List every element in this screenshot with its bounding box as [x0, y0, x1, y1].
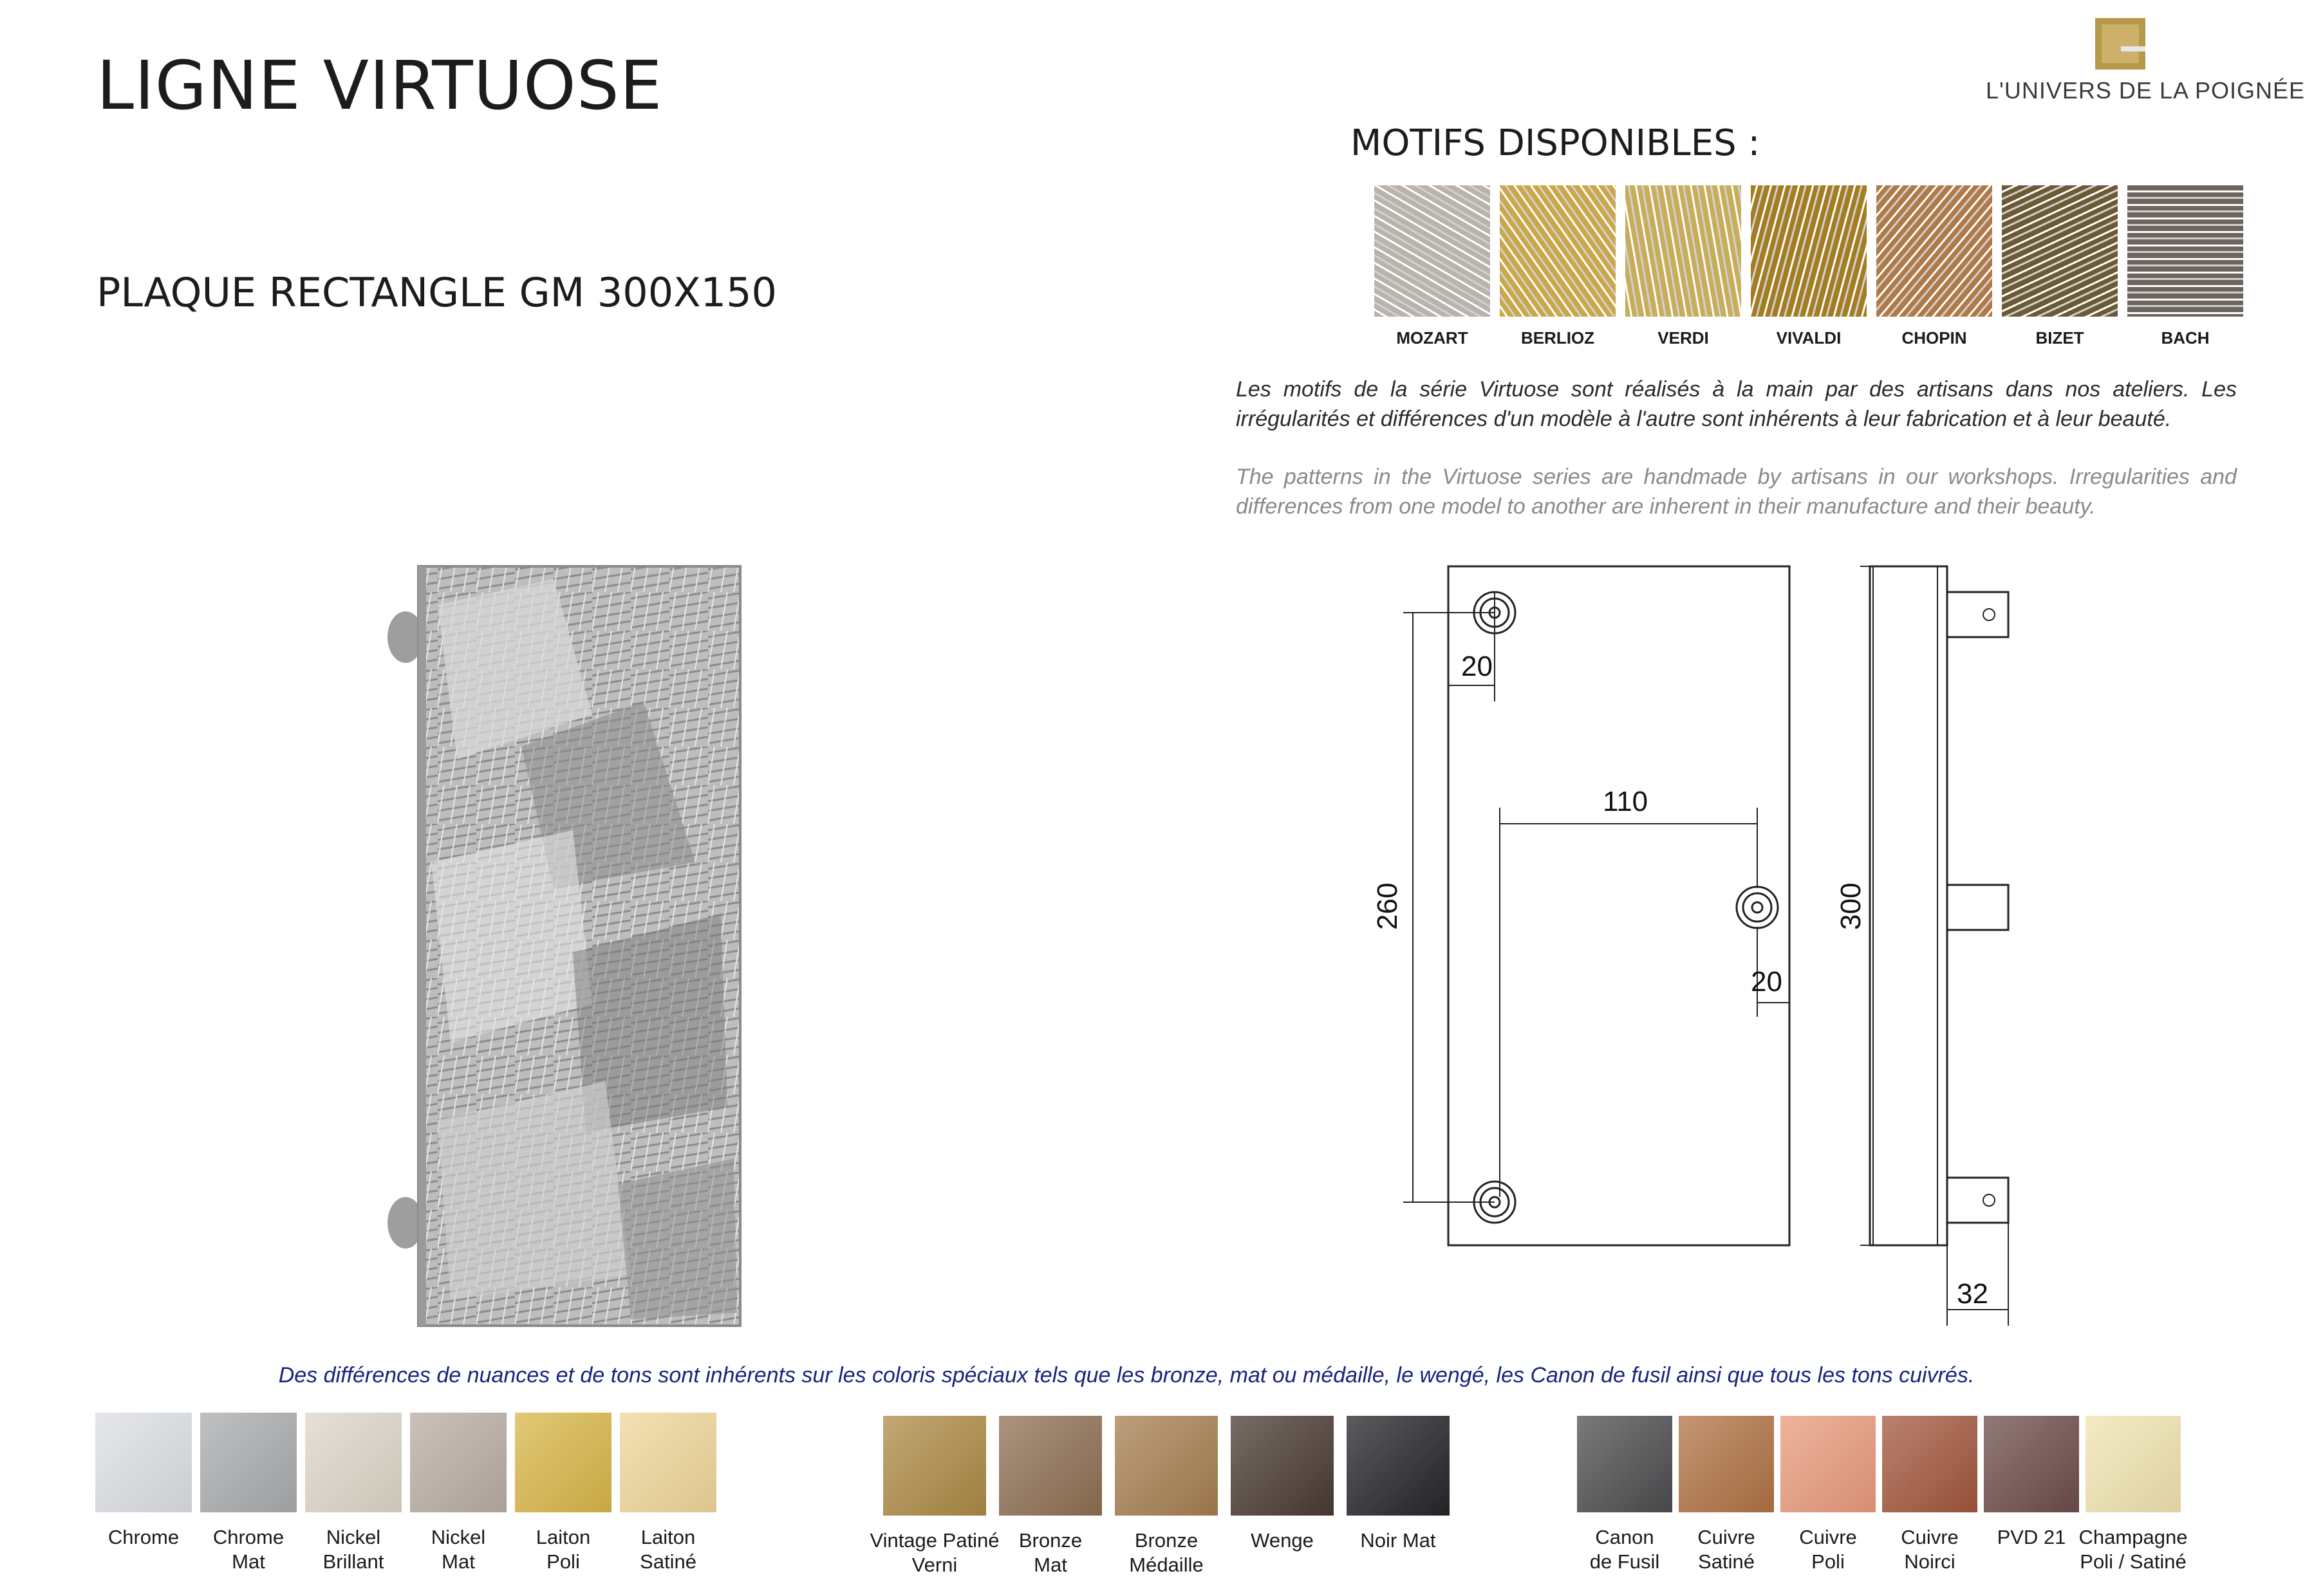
finish-swatch-vintage-patin-verni [883, 1416, 986, 1516]
motif-label-vivaldi: VIVALDI [1776, 328, 1842, 348]
finish-swatch-nickel-mat [410, 1413, 507, 1512]
finish-swatch-laiton-satin- [620, 1413, 716, 1512]
finish-label-line1: Noir Mat [1360, 1529, 1436, 1552]
finish-swatch-cuivre-poli [1780, 1416, 1876, 1512]
motif-label-verdi: VERDI [1657, 328, 1709, 348]
product-subtitle: PLAQUE RECTANGLE GM 300X150 [97, 269, 777, 316]
finish-label-line1: Bronze [1018, 1529, 1083, 1552]
product-photo [360, 553, 760, 1339]
finish-label-line2: Satiné [1698, 1550, 1755, 1573]
motif-swatch-vivaldi [1751, 185, 1867, 317]
finish-swatch-chrome-mat [200, 1413, 297, 1512]
description-fr: Les motifs de la série Virtuose sont réalisés à la main par des artisans dans nos ateliers. Les irrégularités et différences d'un modèle à l'autre sont inhérents à leur fabrication et à leur beauté. [1236, 377, 2237, 431]
motif-swatch-berlioz [1500, 185, 1616, 317]
finish-swatch-bronze-mat [999, 1416, 1102, 1516]
finish-label-line2: de Fusil [1589, 1550, 1660, 1573]
finish-label-line2: Mat [442, 1550, 475, 1573]
finish-label-line1: Nickel [431, 1526, 486, 1548]
finish-label-line1: Cuivre [1799, 1526, 1857, 1548]
finish-label-line1: Chrome [107, 1526, 180, 1548]
finish-label-line2: Mat [1034, 1554, 1067, 1576]
dim-32: 32 [1957, 1278, 1988, 1310]
finish-label-line1: Cuivre [1901, 1526, 1959, 1548]
finish-swatch-canon-de-fusil [1577, 1416, 1672, 1512]
dim-20-right: 20 [1751, 966, 1782, 998]
finish-swatch-cuivre-satin- [1679, 1416, 1774, 1512]
finish-label-line1: PVD 21 [1997, 1526, 2066, 1548]
finish-swatch-laiton-poli [515, 1413, 611, 1512]
finish-label-line1: Bronze [1134, 1529, 1199, 1552]
finish-label-line1: Cuivre [1697, 1526, 1755, 1548]
finish-label-line2: Médaille [1129, 1554, 1204, 1576]
motif-swatch-mozart [1374, 185, 1490, 317]
motif-label-bizet: BIZET [2035, 328, 2084, 348]
finish-swatch-bronze-m-daille [1115, 1416, 1218, 1516]
finish-label-laiton-satin- [601, 1525, 736, 1574]
motif-label-chopin: CHOPIN [1901, 328, 1967, 348]
color-variation-note: Des différences de nuances et de tons sont inhérents sur les coloris spéciaux tels que les bronze, mat ou médaille, le wengé, les Canon de fusil ainsi que tous les tons cuivrés. [278, 1363, 1975, 1387]
dim-20-top: 20 [1461, 651, 1493, 682]
finish-label-line2: Satiné [640, 1550, 696, 1573]
finish-label-line1: Chrome [212, 1526, 285, 1548]
motif-label-berlioz: BERLIOZ [1520, 328, 1595, 348]
finish-label-line1: Vintage Patiné [870, 1529, 1000, 1552]
page-title: LIGNE VIRTUOSE [97, 46, 663, 125]
description-en: The patterns in the Virtuose series are handmade by artisans in our workshops. Irregularities and differences from one model to another are inherent in their manufacture and their beauty. [1236, 465, 2237, 519]
finish-label-line1: Wenge [1251, 1529, 1314, 1552]
motif-swatch-bizet [2002, 185, 2118, 317]
motif-label-bach: BACH [2161, 328, 2210, 348]
logo-mark-icon [2095, 17, 2147, 72]
finish-label-line1: Canon [1595, 1526, 1654, 1548]
finish-label-line1: Nickel [326, 1526, 381, 1548]
technical-drawing [1345, 553, 2053, 1339]
finish-swatch-champagne-poli-satin- [2086, 1416, 2181, 1512]
finish-swatch-pvd-21 [1984, 1416, 2079, 1512]
finish-label-line2: Poli [1811, 1550, 1845, 1573]
hole-middle-icon [1737, 887, 1778, 928]
motif-swatch-chopin [1876, 185, 1992, 317]
motifs-title: MOTIFS DISPONIBLES : [1350, 122, 1760, 164]
finish-label-line2: Mat [232, 1550, 265, 1573]
dim-110: 110 [1603, 786, 1648, 817]
motif-label-mozart: MOZART [1396, 328, 1468, 348]
brand-logo [1986, 13, 2305, 109]
dim-260: 260 [1372, 882, 1403, 930]
finish-label-line2: Poli [546, 1550, 580, 1573]
finish-label-champagne-poli-satin- [2066, 1525, 2200, 1574]
finish-label-line2: Poli / Satiné [2080, 1550, 2187, 1573]
finish-label-noir-mat [1327, 1528, 1469, 1553]
finish-label-line2: Brillant [322, 1550, 384, 1573]
finish-label-line2: Noirci [1904, 1550, 1955, 1573]
motif-swatch-verdi [1625, 185, 1741, 317]
finish-swatch-wenge [1231, 1416, 1334, 1516]
finish-swatch-noir-mat [1347, 1416, 1450, 1516]
finish-swatch-nickel-brillant [305, 1413, 402, 1512]
dim-300: 300 [1835, 882, 1867, 930]
finish-label-line2: Verni [911, 1554, 958, 1576]
motif-swatch-bach [2127, 185, 2243, 317]
logo-text: L'UNIVERS DE LA POIGNÉE [1986, 77, 2305, 104]
finish-label-line1: Laiton [536, 1526, 591, 1548]
finish-label-line1: Champagne [2078, 1526, 2188, 1548]
finish-swatch-cuivre-noirci [1882, 1416, 1977, 1512]
finish-swatch-chrome [95, 1413, 192, 1512]
finish-label-line1: Laiton [640, 1526, 696, 1548]
